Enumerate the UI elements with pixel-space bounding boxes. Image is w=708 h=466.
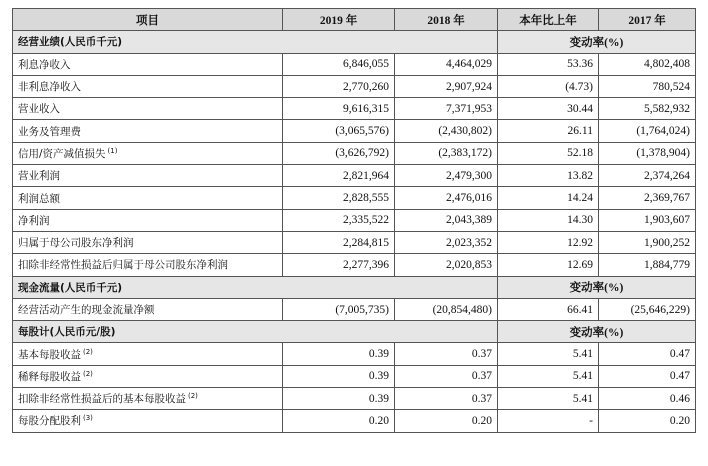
- value-2017: (25,646,229): [599, 298, 696, 320]
- row-label-cell: [13, 120, 283, 142]
- value-2019: 2,828,555: [283, 187, 395, 209]
- value-2019: (3,065,576): [283, 120, 395, 142]
- table-row: [13, 142, 696, 164]
- value-2019: 6,846,055: [283, 53, 395, 75]
- value-2019: 2,284,815: [283, 231, 395, 253]
- table-row: [13, 343, 696, 365]
- value-2018: (2,383,172): [395, 142, 498, 164]
- header-change: 本年比上年: [498, 9, 599, 31]
- value-2017: 0.47: [599, 365, 696, 387]
- table-row: [13, 98, 696, 120]
- row-label-cell: [13, 343, 283, 365]
- table-row: [13, 187, 696, 209]
- value-change: 5.41: [498, 388, 599, 410]
- row-label: 信用/资产减值损失: [18, 147, 106, 160]
- row-label: 营业利润: [18, 170, 60, 183]
- section-title: 经营业绩(人民币千元): [13, 31, 498, 53]
- row-label-cell: [13, 410, 283, 432]
- value-2018: (20,854,480): [395, 298, 498, 320]
- row-label: 稀释每股收益: [18, 370, 81, 383]
- value-2019: 0.20: [283, 410, 395, 432]
- row-label: 扣除非经常性损益后归属于母公司股东净利润: [18, 259, 228, 272]
- value-change: 5.41: [498, 365, 599, 387]
- value-2017: 0.20: [599, 410, 696, 432]
- row-label: 利息净收入: [18, 58, 71, 71]
- table-row: [13, 165, 696, 187]
- value-2018: 0.37: [395, 388, 498, 410]
- header-row: [13, 9, 696, 31]
- value-2017: 2,369,767: [599, 187, 696, 209]
- footnote-mark: (2): [83, 347, 93, 356]
- value-change: 14.30: [498, 209, 599, 231]
- value-change: (4.73): [498, 75, 599, 97]
- value-change: 5.41: [498, 343, 599, 365]
- value-2017: 5,582,932: [599, 98, 696, 120]
- value-2017: 780,524: [599, 75, 696, 97]
- header-2019: 2019 年: [283, 9, 395, 31]
- value-change: -: [498, 410, 599, 432]
- value-2019: 9,616,315: [283, 98, 395, 120]
- value-2019: 2,770,260: [283, 75, 395, 97]
- value-2017: 4,802,408: [599, 53, 696, 75]
- value-change: 30.44: [498, 98, 599, 120]
- value-2019: 2,277,396: [283, 254, 395, 276]
- table-row: [13, 254, 696, 276]
- value-change: 13.82: [498, 165, 599, 187]
- value-2017: 0.46: [599, 388, 696, 410]
- value-2019: 0.39: [283, 388, 395, 410]
- value-2018: 0.37: [395, 343, 498, 365]
- financial-summary-table-wrapper: [12, 8, 696, 433]
- value-change: 52.18: [498, 142, 599, 164]
- row-label-cell: [13, 165, 283, 187]
- value-2017: 1,903,607: [599, 209, 696, 231]
- table-body: [13, 9, 696, 433]
- footnote-mark: (2): [188, 392, 198, 401]
- section-header-row: [13, 276, 696, 298]
- value-2018: 7,371,953: [395, 98, 498, 120]
- value-2018: 2,020,853: [395, 254, 498, 276]
- row-label: 净利润: [18, 214, 50, 227]
- value-2017: 2,374,264: [599, 165, 696, 187]
- header-2018: 2018 年: [395, 9, 498, 31]
- table-row: [13, 365, 696, 387]
- value-2019: 0.39: [283, 365, 395, 387]
- value-2018: 2,043,389: [395, 209, 498, 231]
- row-label-cell: [13, 254, 283, 276]
- value-2018: 0.20: [395, 410, 498, 432]
- row-label-cell: [13, 365, 283, 387]
- table-row: [13, 53, 696, 75]
- value-2018: 4,464,029: [395, 53, 498, 75]
- financial-summary-table: [12, 8, 696, 433]
- value-2018: 2,479,300: [395, 165, 498, 187]
- table-row: [13, 298, 696, 320]
- value-change: 14.24: [498, 187, 599, 209]
- row-label-cell: [13, 209, 283, 231]
- footnote-mark: (3): [83, 414, 93, 423]
- table-row: [13, 231, 696, 253]
- value-2019: (7,005,735): [283, 298, 395, 320]
- value-2017: 1,884,779: [599, 254, 696, 276]
- section-title: 每股计(人民币元/股): [13, 321, 498, 343]
- row-label: 经营活动产生的现金流量净额: [18, 304, 155, 316]
- row-label: 营业收入: [18, 103, 60, 116]
- section-title: 现金流量(人民币千元): [13, 276, 498, 298]
- value-2019: (3,626,792): [283, 142, 395, 164]
- row-label: 扣除非经常性损益后的基本每股收益: [18, 393, 186, 406]
- value-change: 66.41: [498, 298, 599, 320]
- footnote-mark: (2): [83, 369, 93, 378]
- row-label-cell: [13, 187, 283, 209]
- row-label-cell: [13, 142, 283, 164]
- value-change: 26.11: [498, 120, 599, 142]
- section-rate-label: 变动率(%): [498, 321, 696, 343]
- footnote-mark: (1): [107, 146, 118, 155]
- value-2017: (1,764,024): [599, 120, 696, 142]
- row-label-cell: [13, 53, 283, 75]
- value-2019: 2,821,964: [283, 165, 395, 187]
- section-rate-label: 变动率(%): [498, 31, 696, 53]
- section-rate-label: 变动率(%): [498, 276, 696, 298]
- value-2017: 1,900,252: [599, 231, 696, 253]
- row-label-cell: [13, 388, 283, 410]
- value-2018: 2,907,924: [395, 75, 498, 97]
- value-2018: 2,023,352: [395, 231, 498, 253]
- table-row: [13, 120, 696, 142]
- header-2017: 2017 年: [599, 9, 696, 31]
- row-label: 每股分配股利: [18, 415, 81, 428]
- row-label-cell: [13, 75, 283, 97]
- table-row: [13, 209, 696, 231]
- table-row: [13, 388, 696, 410]
- table-row: [13, 75, 696, 97]
- row-label: 非利息净收入: [18, 81, 81, 94]
- row-label: 归属于母公司股东净利润: [18, 237, 134, 250]
- section-header-row: [13, 31, 696, 53]
- value-2017: 0.47: [599, 343, 696, 365]
- section-header-row: [13, 321, 696, 343]
- value-2018: 0.37: [395, 365, 498, 387]
- header-item: 项目: [13, 9, 283, 31]
- row-label: 基本每股收益: [18, 348, 81, 361]
- row-label: 利润总额: [18, 192, 60, 205]
- row-label-cell: [13, 298, 283, 320]
- value-change: 53.36: [498, 53, 599, 75]
- value-2017: (1,378,904): [599, 142, 696, 164]
- value-2019: 2,335,522: [283, 209, 395, 231]
- row-label-cell: [13, 98, 283, 120]
- value-2018: 2,476,016: [395, 187, 498, 209]
- table-row: [13, 410, 696, 432]
- row-label-cell: [13, 231, 283, 253]
- value-change: 12.92: [498, 231, 599, 253]
- row-label: 业务及管理费: [18, 125, 81, 138]
- value-2019: 0.39: [283, 343, 395, 365]
- value-change: 12.69: [498, 254, 599, 276]
- value-2018: (2,430,802): [395, 120, 498, 142]
